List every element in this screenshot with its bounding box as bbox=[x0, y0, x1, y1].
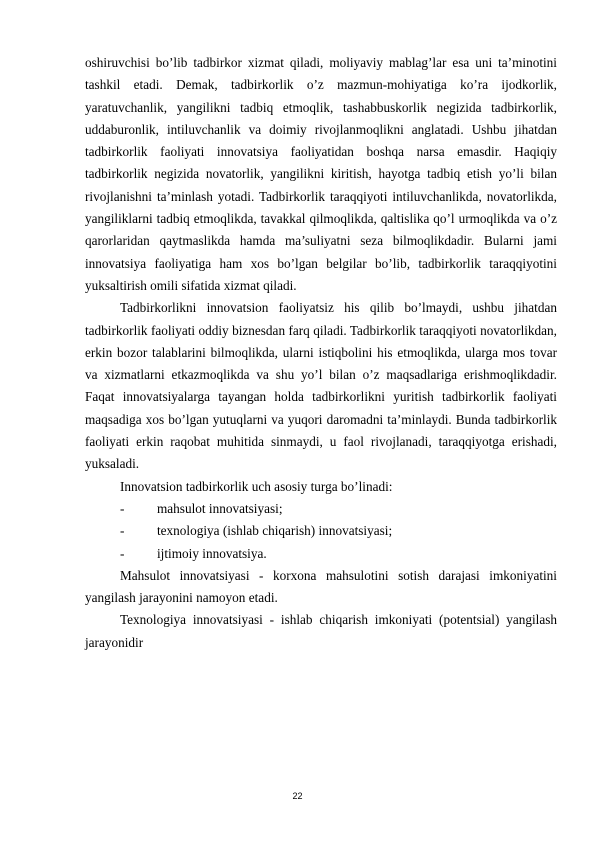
list-dash: - bbox=[120, 500, 125, 516]
paragraph-innovatsion-faoliyat: Tadbirkorlikni innovatsion faoliyatsiz his qilib bo’lmaydi, ushbu jihatdan tadbirkorlik faoliyati oddiy biznesdan farq qiladi. Tadbirkorlik taraqqiyoti novatorlikdan, erkin bozor talablarini bilmoqlikda, ularni istiqbolini his etmoqlikda, ularga mos tovar va xizmatlarni etkazmoqlikda va shu yo’l bilan o’z maqsadlariga erishmoqlikdadir. Faqat innovatsiyalarga tayangan holda tadbirkorlikni yuritish tadbirkorlik faoliyati maqsadiga xos bo’lgan yutuqlarni va yuqori daromadni ta’minlaydi. Bunda tadbirkorlik faoliyati erkin raqobat muhitida sinmaydi, u faol rivojlanadi, taraqqiyotga erishadi, yuksaladi. bbox=[85, 300, 557, 472]
paragraph-tadbirkorlik-mohiyati: oshiruvchisi bo’lib tadbirkor xizmat qiladi, moliyaviy mablag’lar esa uni ta’minotini tashkil etadi. Demak, tadbirkorlik o’z mazmun-mohiyatiga ko’ra ijodkorlik, yaratuvchanlik, yangilikni tadbiq etmoqlik, tashabbuskorlik negizida tadbirkorlik, uddaburonlik, intiluvchanlik va doimiy rivojlanmoqlikni anglatadi. Ushbu jihatdan tadbirkorlik faoliyati innovatsiya faoliyatidan boshqa narsa emasdir. Haqiqiy tadbirkorlik negizida novatorlik, yangilikni kiritish, hayotga tadbiq etish yo’li bilan rivojlanishni ta’minlash yotadi. Tadbirkorlik taraqqiyoti intiluvchanlikda, novatorlikda, yangiliklarni tadbiq etmoqlikda, tavakkal qilmoqlikda, qaltislika qo’l urmoqlikda va o’z qarorlaridan qaytmaslikda hamda ma’suliyatni seza bilmoqlikdadir. Bularni jami innovatsiya faoliyatiga ham xos bo’lgan belgilar bo’lib, tadbirkorlik taraqqiyotini yuksaltirish omili sifatida xizmat qiladi. bbox=[85, 55, 557, 293]
innovation-types-list bbox=[85, 498, 557, 565]
list-item-text: ijtimoiy innovatsiya. bbox=[157, 545, 267, 561]
list-item bbox=[85, 543, 557, 565]
list-item-text: texnologiya (ishlab chiqarish) innovatsiyasi; bbox=[157, 523, 393, 539]
paragraph-texnologiya-innovatsiyasi: Texnologiya innovatsiyasi - ishlab chiqarish imkoniyati (potentsial) yangilash jarayonidir bbox=[85, 612, 557, 650]
list-dash: - bbox=[120, 545, 125, 561]
paragraph-mahsulot-innovatsiyasi: Mahsulot innovatsiyasi - korxona mahsulotini sotish darajasi imkoniyatini yangilash jarayonini namoyon etadi. bbox=[85, 567, 557, 606]
page-number: 22 bbox=[292, 791, 303, 801]
list-item bbox=[85, 498, 557, 520]
paragraph-list-intro: Innovatsion tadbirkorlik uch asosiy turga bo’linadi: bbox=[120, 478, 393, 494]
list-item-text: mahsulot innovatsiyasi; bbox=[157, 500, 283, 516]
list-dash: - bbox=[120, 523, 125, 539]
document-body bbox=[85, 52, 557, 654]
list-item bbox=[85, 520, 557, 542]
